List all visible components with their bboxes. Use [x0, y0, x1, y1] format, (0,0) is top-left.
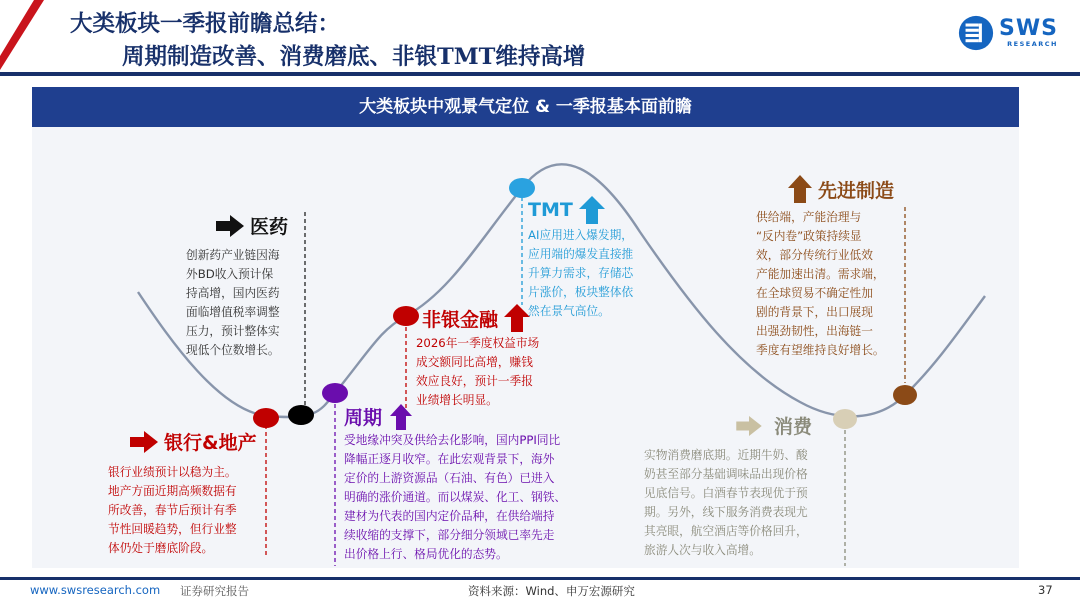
marker-zhouqi [322, 383, 348, 403]
text-line: 产能加速出清。需求端， [756, 267, 885, 281]
marker-yinhang [253, 408, 279, 428]
sector-label-feiyin [422, 304, 536, 332]
sector-name-yinhang: 银行&地产 [164, 432, 257, 454]
text-line: 升算力需求，存储芯 [528, 266, 634, 280]
arrow-right-icon [736, 416, 762, 436]
text-line: 压力，预计整体实 [186, 324, 280, 338]
arrow-up-icon [788, 175, 812, 203]
text-line: 实物消费磨底期。近期牛奶、酸 [644, 448, 808, 462]
page-title-line2: 周期制造改善、消费磨底、非银TMT维持高增 [122, 44, 586, 70]
arrow-right-icon [130, 431, 158, 453]
text-line: 面临增值税率调整 [186, 305, 280, 319]
sector-name-zhouqi: 周期 [344, 407, 383, 429]
text-line: 片涨价，板块整体依 [528, 285, 634, 299]
text-line: 供给端，产能治理与 [756, 210, 862, 224]
sector-name-xianjin: 先进制造 [818, 179, 895, 202]
text-line: 其亮眼，航空酒店等价格回升， [644, 524, 808, 538]
text-line: 奶甚至部分基础调味品出现价格 [644, 467, 808, 481]
marker-yiyao [288, 405, 314, 425]
sector-text-feiyin [416, 334, 539, 410]
text-line: 2026年一季度权益市场 [416, 336, 540, 350]
sector-name-yiyao: 医药 [250, 216, 289, 238]
text-line: 期。另外，线下服务消费表现尤 [644, 505, 808, 519]
panel-title: 大类板块中观景气定位 & 一季报基本面前瞻 [32, 87, 1019, 127]
sector-label-zhouqi [344, 403, 418, 430]
sector-text-xianjin [756, 208, 885, 360]
text-line: 旅游人次与收入高增。 [644, 543, 761, 557]
sector-text-tmt [528, 226, 633, 321]
arrow-up-icon [390, 404, 412, 430]
footer-source: 资料来源：Wind、申万宏源研究 [468, 584, 635, 598]
page-title-line1: 大类板块一季报前瞻总结： [70, 11, 341, 37]
page-number: 37 [1038, 583, 1053, 597]
sector-text-yiyao [186, 246, 280, 360]
text-line: AI应用进入爆发期， [528, 228, 633, 242]
arrow-right-icon [216, 215, 244, 237]
text-line: “反内卷”政策持续显 [756, 229, 862, 243]
footer-report-type: 证券研究报告 [180, 584, 249, 598]
sector-label-yiyao [216, 212, 288, 239]
text-line: 出价格上行、格局优化的态势。 [344, 547, 508, 561]
arrow-up-icon [579, 196, 605, 224]
text-line: 然在景气高位。 [528, 304, 610, 318]
sector-name-xiaofei: 消费 [774, 416, 813, 438]
text-line: 季度有望维持良好增长。 [756, 343, 885, 357]
text-line: 出强劲韧性，出海链一 [756, 324, 873, 338]
text-line: 体仍处于磨底阶段。 [108, 541, 214, 555]
text-line: 见底信号。白酒春节表现优于预 [644, 486, 808, 500]
text-line: 受地缘冲突及供给去化影响，国内PPI同比 [344, 433, 561, 447]
text-line: 续收缩的支撑下，部分细分领域已率先走 [344, 528, 555, 542]
footer-website[interactable]: www.swsresearch.com [30, 583, 161, 597]
marker-xiaofei [833, 409, 857, 429]
text-line: 建材为代表的国内定价品种，在供给端持 [344, 509, 555, 523]
text-line: 降幅正逐月收窄。在此宏观背景下，海外 [344, 452, 555, 466]
text-line: 所改善，春节后预计有季 [108, 503, 237, 517]
text-line: 效应良好，预计一季报 [416, 374, 533, 388]
text-line: 业绩增长明显。 [416, 393, 498, 407]
text-line: 创新药产业链因海 [186, 248, 280, 262]
text-line: 剧的背景下，出口展现 [756, 305, 873, 319]
marker-feiyin [393, 306, 419, 326]
arrow-up-icon [504, 304, 530, 332]
text-line: 在全球贸易不确定性加 [756, 286, 873, 300]
sector-name-feiyin: 非银金融 [422, 308, 499, 331]
text-line: 持高增，国内医药 [186, 286, 280, 300]
sector-text-xiaofei [644, 446, 808, 560]
logo-subtext: RESEARCH [1007, 40, 1058, 48]
text-line: 应用端的爆发直接推 [528, 247, 634, 261]
text-line: 定价的上游资源品（石油、有色）已进入 [344, 471, 555, 485]
text-line: 外BD收入预计保 [186, 267, 274, 281]
text-line: 成交额同比高增，赚钱 [416, 355, 533, 369]
sector-label-yinhang [130, 428, 257, 455]
sector-text-zhouqi [344, 431, 566, 564]
text-line: 现低个位数增长。 [186, 343, 280, 357]
marker-tmt [509, 178, 535, 198]
text-line: 银行业绩预计以稳为主。 [108, 465, 237, 479]
text-line: 明确的涨价通道。而以煤炭、化工、钢铁、 [344, 490, 567, 504]
sector-name-tmt: TMT [528, 199, 573, 221]
text-line: 节性回暖趋势，但行业整 [108, 522, 237, 536]
marker-xianjin [893, 385, 917, 405]
text-line: 地产方面近期高频数据有 [108, 484, 237, 498]
footer-divider [0, 577, 1080, 580]
text-line: 效，部分传统行业低效 [756, 248, 873, 262]
logo-text: SWS [999, 16, 1058, 41]
sector-label-xiaofei [736, 412, 812, 439]
sector-label-tmt [528, 196, 611, 224]
sector-text-yinhang [108, 463, 237, 558]
sector-label-xianjin [788, 175, 894, 203]
